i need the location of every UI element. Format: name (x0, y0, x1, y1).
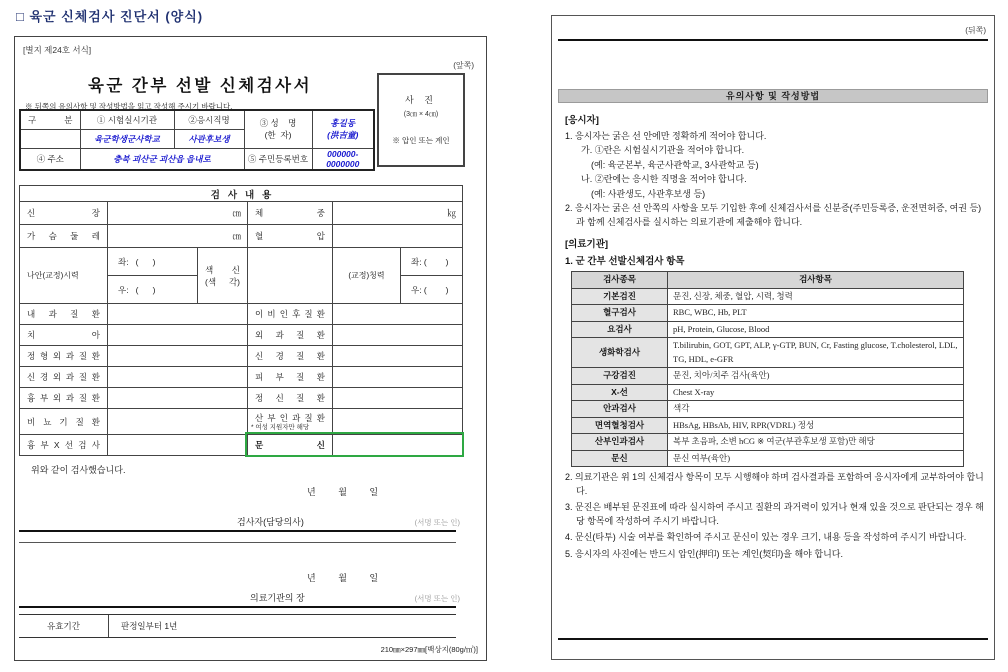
disease-value-cell (333, 304, 463, 325)
checkup-type: 구강검진 (572, 368, 668, 385)
examiner-label: 검사자(담당의사) (237, 517, 304, 527)
disease-label: 비 뇨 기 질 환 (20, 409, 108, 435)
applicant-info-table (19, 109, 375, 171)
vision-right-cell: 우: ( ) (108, 276, 198, 304)
exam-section-title: 검 사 내 용 (20, 186, 463, 202)
sign-or-seal-note: (서명 또는 인) (414, 594, 460, 603)
signature-rule (19, 530, 456, 532)
disease-value-cell (333, 388, 463, 409)
photo-label: 사 진 (405, 95, 437, 105)
rrn-value: 000000-0000000 (312, 148, 374, 170)
hearing-label: (교정)청력 (333, 248, 401, 304)
instruction-item: 3. 문진은 배부된 문진표에 따라 실시하여 주시고 질환의 과거력이 있거나 현재 있을 것으로 판단되는 경우 해당 항목에 작성하여 주시기 바랍니다. (565, 502, 984, 526)
checkup-detail: Chest X-ray (668, 384, 964, 401)
weight-label: 체 중 (248, 202, 333, 225)
instruction-item: 가. ①란은 시험실시기관을 적어야 합니다. (581, 145, 745, 155)
hanja-value: (洪吉童) (327, 130, 359, 141)
job-label: ②응시직명 (174, 110, 244, 129)
instruction-item: 2. 의료기관은 위 1의 신체검사 항목이 모두 시행해야 하며 검사결과를 포함하여 응시자에게 교부하여야 합니다. (565, 472, 984, 496)
weight-value-cell: ㎏ (333, 202, 463, 225)
director-label: 의료기관의 장 (250, 593, 305, 603)
hanja-label: (한 자) (264, 130, 292, 141)
chest-value-cell: ㎝ (108, 225, 248, 248)
checkup-detail: 색각 (668, 401, 964, 418)
xray-label: 흉 부 X 선 검 사 (20, 435, 108, 456)
vision-left-cell: 좌: ( ) (108, 248, 198, 276)
checkup-detail: pH, Protein, Glucose, Blood (668, 321, 964, 338)
checkup-type: 문신 (572, 450, 668, 467)
color-vision-value-cell (248, 248, 333, 304)
instructions-body (565, 111, 984, 564)
disease-value-cell (108, 304, 248, 325)
disease-value-cell (108, 325, 248, 346)
applicant-section-title: [응시자] (565, 115, 599, 126)
form-notice: ※ 뒤쪽의 유의사항 및 작성방법을 읽고 작성해 주시기 바랍니다. (25, 102, 233, 111)
checkup-type: 기본검진 (572, 288, 668, 305)
photo-box (377, 73, 465, 167)
checkup-type: 혈구검사 (572, 305, 668, 322)
checkup-type: X-선 (572, 384, 668, 401)
disease-label: 정 신 질 환 (248, 388, 333, 409)
checkup-col-header: 검사항목 (668, 272, 964, 289)
signature-rule (19, 606, 456, 608)
hearing-left-cell: 좌: ( ) (401, 248, 463, 276)
instruction-example: (예: 사관생도, 사관후보생 등) (591, 188, 706, 199)
address-label: ④ 주소 (20, 148, 80, 170)
disease-value-cell (108, 367, 248, 388)
disease-label: 피 부 질 환 (248, 367, 333, 388)
validity-value: 판정일부터 1년 (121, 621, 178, 631)
checkup-type: 면역혈청검사 (572, 417, 668, 434)
job-value: 사관후보생 (174, 129, 244, 148)
instruction-item: 나. ②란에는 응시한 직명을 적어야 합니다. (581, 174, 747, 184)
tattoo-value-cell (333, 435, 463, 456)
checkup-detail: 복부 초음파, 소변 hCG ※ 여군(부관후보생 포함)만 해당 (668, 434, 964, 451)
sign-or-seal-note: (서명 또는 인) (414, 518, 460, 527)
back-side-label: (뒤쪽) (965, 26, 986, 35)
checkup-col-header: 검사종목 (572, 272, 668, 289)
color-vision-label2: (색 각) (205, 276, 240, 287)
disease-value-cell (333, 346, 463, 367)
form-title: 육군 간부 선발 신체검사서 (87, 77, 313, 95)
disease-value-cell (333, 367, 463, 388)
disease-value-cell (333, 409, 463, 435)
form-reference: [별지 제24호 서식] (23, 45, 92, 55)
form-back-page (551, 15, 995, 660)
category-header: 구 분 (20, 110, 80, 129)
disease-label: 신 경 질 환 (248, 346, 333, 367)
color-vision-label1: 색 신 (205, 264, 240, 275)
category-empty-cell (20, 129, 80, 148)
divider-rule (19, 542, 456, 543)
document-heading: □ 육군 신체검사 진단서 (양식) (16, 9, 204, 24)
disease-label: 내 과 질 환 (20, 304, 108, 325)
tattoo-label: 문 신 (248, 435, 333, 456)
instruction-item: 5. 응시자의 사진에는 반드시 압인(押印) 또는 계인(契印)을 해야 합니다. (565, 548, 843, 559)
instruction-item: 1. 응시자는 굵은 선 안에만 정확하게 적어야 합니다. (565, 130, 767, 141)
name-label-cell (244, 110, 312, 148)
exam-statement: 위와 같이 검사했습니다. (31, 465, 126, 475)
checkup-items-subtitle: 1. 군 간부 선발신체검사 항목 (565, 255, 685, 267)
color-vision-cell (198, 248, 248, 304)
obgyn-note: * 여성 지원자만 해당 (251, 424, 310, 431)
top-rule (558, 39, 988, 41)
disease-label: 흉 부 외 과 질 환 (20, 388, 108, 409)
instruction-item: 2. 응시자는 굵은 선 안쪽의 사항을 모두 기입한 후에 신체검사서를 신분증(주민등록증, 운전면허증, 여권 등)과 함께 신체검사를 실시하는 의료기관에 제출해야 합니다. (565, 203, 982, 227)
disease-value-cell (108, 388, 248, 409)
photo-stamp-note: ※ 압인 또는 계인 (392, 136, 450, 145)
chest-label: 가 슴 둘 레 (20, 225, 108, 248)
obgyn-label-cell (248, 409, 333, 435)
bottom-rule (558, 638, 988, 640)
front-side-label: (앞쪽) (453, 61, 474, 70)
date-line-director: 년 월 일 (307, 573, 379, 583)
disease-value-cell (108, 409, 248, 435)
name-label: ③ 성 명 (259, 118, 297, 129)
disease-label: 치 아 (20, 325, 108, 346)
org-value: 육군학생군사학교 (80, 129, 174, 148)
rrn-label: ⑤ 주민등록번호 (244, 148, 312, 170)
checkup-detail: RBC, WBC, Hb, PLT (668, 305, 964, 322)
org-label: ① 시험실시기관 (80, 110, 174, 129)
instructions-title-bar: 유의사항 및 작성방법 (558, 89, 988, 103)
validity-label: 유효기간 (19, 615, 109, 637)
date-line-examiner: 년 월 일 (307, 487, 379, 497)
xray-value-cell (108, 435, 248, 456)
disease-label: 외 과 질 환 (248, 325, 333, 346)
disease-value-cell (333, 325, 463, 346)
paper-spec: 210㎜×297㎜[백상지(80g/㎡)] (380, 645, 478, 654)
height-value-cell: ㎝ (108, 202, 248, 225)
exam-content-table (19, 185, 463, 456)
checkup-type: 산부인과검사 (572, 434, 668, 451)
checkup-items-table (571, 271, 964, 467)
photo-size: (3㎝ × 4㎝) (403, 111, 439, 118)
height-label: 신 장 (20, 202, 108, 225)
validity-row (19, 614, 456, 638)
bp-label: 혈 압 (248, 225, 333, 248)
checkup-type: 생화학검사 (572, 338, 668, 368)
address-value: 충북 괴산군 괴산읍 읍내로 (80, 148, 244, 170)
medical-section-title: [의료기관] (565, 239, 609, 250)
name-value: 홍길동 (330, 118, 356, 129)
instruction-item: 4. 문신(타투) 시술 여부를 확인하여 주시고 문신이 있는 경우 크기, 내용 등을 작성하여 주시기 바랍니다. (565, 532, 967, 542)
instruction-example: (예: 육군본부, 육군사관학교, 3사관학교 등) (591, 159, 759, 170)
checkup-detail: 문신 여부(육안) (668, 450, 964, 467)
checkup-detail: 문진, 신장, 체중, 혈압, 시력, 청력 (668, 288, 964, 305)
disease-label: 산 부 인 과 질 환 (255, 413, 325, 423)
checkup-detail: HBsAg, HBsAb, HIV, RPR(VDRL) 정성 (668, 417, 964, 434)
name-value-cell (312, 110, 374, 148)
disease-label: 신 경 외 과 질 환 (20, 367, 108, 388)
checkup-type: 요검사 (572, 321, 668, 338)
bp-value-cell (333, 225, 463, 248)
checkup-detail: 문진, 치아/치주 검사(육안) (668, 368, 964, 385)
hearing-right-cell: 우: ( ) (401, 276, 463, 304)
disease-label: 이 비 인 후 질 환 (248, 304, 333, 325)
vision-label: 나안(교정)시력 (20, 248, 108, 304)
disease-label: 정 형 외 과 질 환 (20, 346, 108, 367)
disease-value-cell (108, 346, 248, 367)
form-front-page (14, 36, 487, 661)
checkup-type: 안과검사 (572, 401, 668, 418)
checkup-detail: T.bilirubin, GOT, GPT, ALP, γ-GTP, BUN, Cr, Fasting glucose, T.cholesterol, LDL, TG, HDL, e-GFR (668, 338, 964, 368)
